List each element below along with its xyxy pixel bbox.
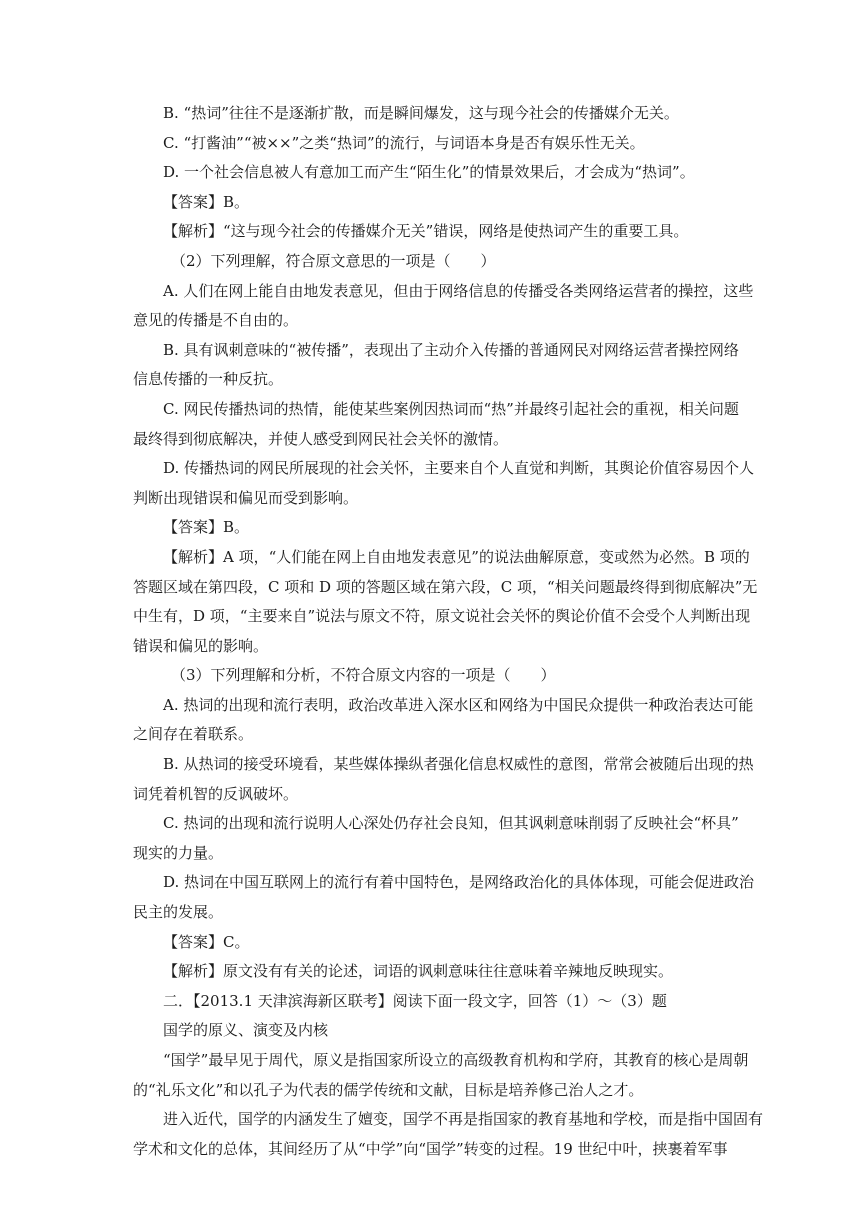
text-line: 意见的传播是不自由的。 [133, 311, 299, 330]
text-line: 之间存在着联系。 [133, 725, 254, 744]
text-line: 现实的力量。 [133, 843, 224, 862]
text-line: （2）下列理解，符合原文意思的一项是（ ） [171, 251, 496, 270]
text-line: A. 热词的出现和流行表明，政治改革进入深水区和网络为中国民众提供一种政治表达可能 [163, 695, 754, 714]
text-line: D. 一个社会信息被人有意加工而产生“陌生化”的情景效果后，才会成为“热词”。 [163, 163, 695, 182]
text-line: B. 具有讽刺意味的“被传播”，表现出了主动介入传播的普通网民对网络运营者操控网络 [163, 340, 739, 359]
text-line: 【解析】A 项，“人们能在网上自由地发表意见”的说法曲解原意，变或然为必然。B 项的 [163, 547, 750, 566]
text-line: B. 从热词的接受环境看，某些媒体操纵者强化信息权威性的意图，常常会被随后出现的热 [163, 755, 754, 774]
text-line: “国学”最早见于周代，原义是指国家所设立的高级教育机构和学府，其教育的核心是周朝 [163, 1051, 749, 1069]
text-line: 中生有，D 项，“主要来自”说法与原文不符，原文说社会关怀的舆论价值不会受个人判断出现 [133, 607, 751, 626]
text-line: 词凭着机智的反讽破坏。 [133, 784, 299, 803]
text-line: 进入近代，国学的内涵发生了嬗变，国学不再是指国家的教育基地和学校，而是指中国固有 [163, 1110, 764, 1129]
text-line: C. 热词的出现和流行说明人心深处仍存社会良知，但其讽刺意味削弱了反映社会“杯具” [163, 814, 739, 833]
text-line: 【答案】C。 [163, 932, 250, 951]
text-line: 【答案】B。 [163, 518, 250, 537]
text-line: C. 网民传播热词的热情，能使某些案例因热词而“热”并最终引起社会的重视，相关问题 [163, 399, 739, 418]
text-line: 国学的原义、演变及内核 [163, 1021, 329, 1040]
text-line: 【解析】“这与现今社会的传播媒介无关”错误，网络是使热词产生的重要工具。 [163, 222, 689, 241]
text-line: 【答案】B。 [163, 192, 250, 211]
text-line: C. “打酱油”“被××”之类“热词”的流行，与词语本身是否有娱乐性无关。 [163, 133, 645, 152]
text-line: 二．【2013.1 天津滨海新区联考】阅读下面一段文字，回答（1）～（3）题 [163, 991, 667, 1010]
text-line: 答题区域在第四段，C 项和 D 项的答题区域在第六段，C 项，“相关问题最终得到彻底解决”无 [133, 577, 758, 596]
text-line: D. 传播热词的网民所展现的社会关怀，主要来自个人直觉和判断，其舆论价值容易因个人 [163, 459, 755, 478]
text-line: 民主的发展。 [133, 903, 224, 922]
document-body [133, 99, 764, 1164]
text-line: 学术和文化的总体，其间经历了从“中学”向“国学”转变的过程。19 世纪中叶，挟裹着军事 [133, 1139, 728, 1158]
text-line: 信息传播的一种反抗。 [133, 370, 284, 389]
text-line: 错误和偏见的影响。 [133, 636, 269, 655]
text-line: 判断出现错误和偏见而受到影响。 [133, 488, 359, 507]
text-line: 的“礼乐文化”和以孔子为代表的儒学传统和文献，目标是培养修己治人之才。 [133, 1080, 644, 1099]
text-line: D. 热词在中国互联网上的流行有着中国特色，是网络政治化的具体体现，可能会促进政治 [163, 873, 755, 892]
text-line: B. “热词”往往不是逐渐扩散，而是瞬间爆发，这与现今社会的传播媒介无关。 [163, 104, 679, 122]
text-line: （3）下列理解和分析，不符合原文内容的一项是（ ） [171, 666, 556, 685]
text-line: 【解析】原文没有有关的论述，词语的讽刺意味往往意味着辛辣地反映现实。 [163, 962, 674, 981]
text-line: 最终得到彻底解决，并使人感受到网民社会关怀的激情。 [133, 429, 509, 448]
text-line: A. 人们在网上能自由地发表意见，但由于网络信息的传播受各类网络运营者的操控，这些 [163, 281, 754, 300]
